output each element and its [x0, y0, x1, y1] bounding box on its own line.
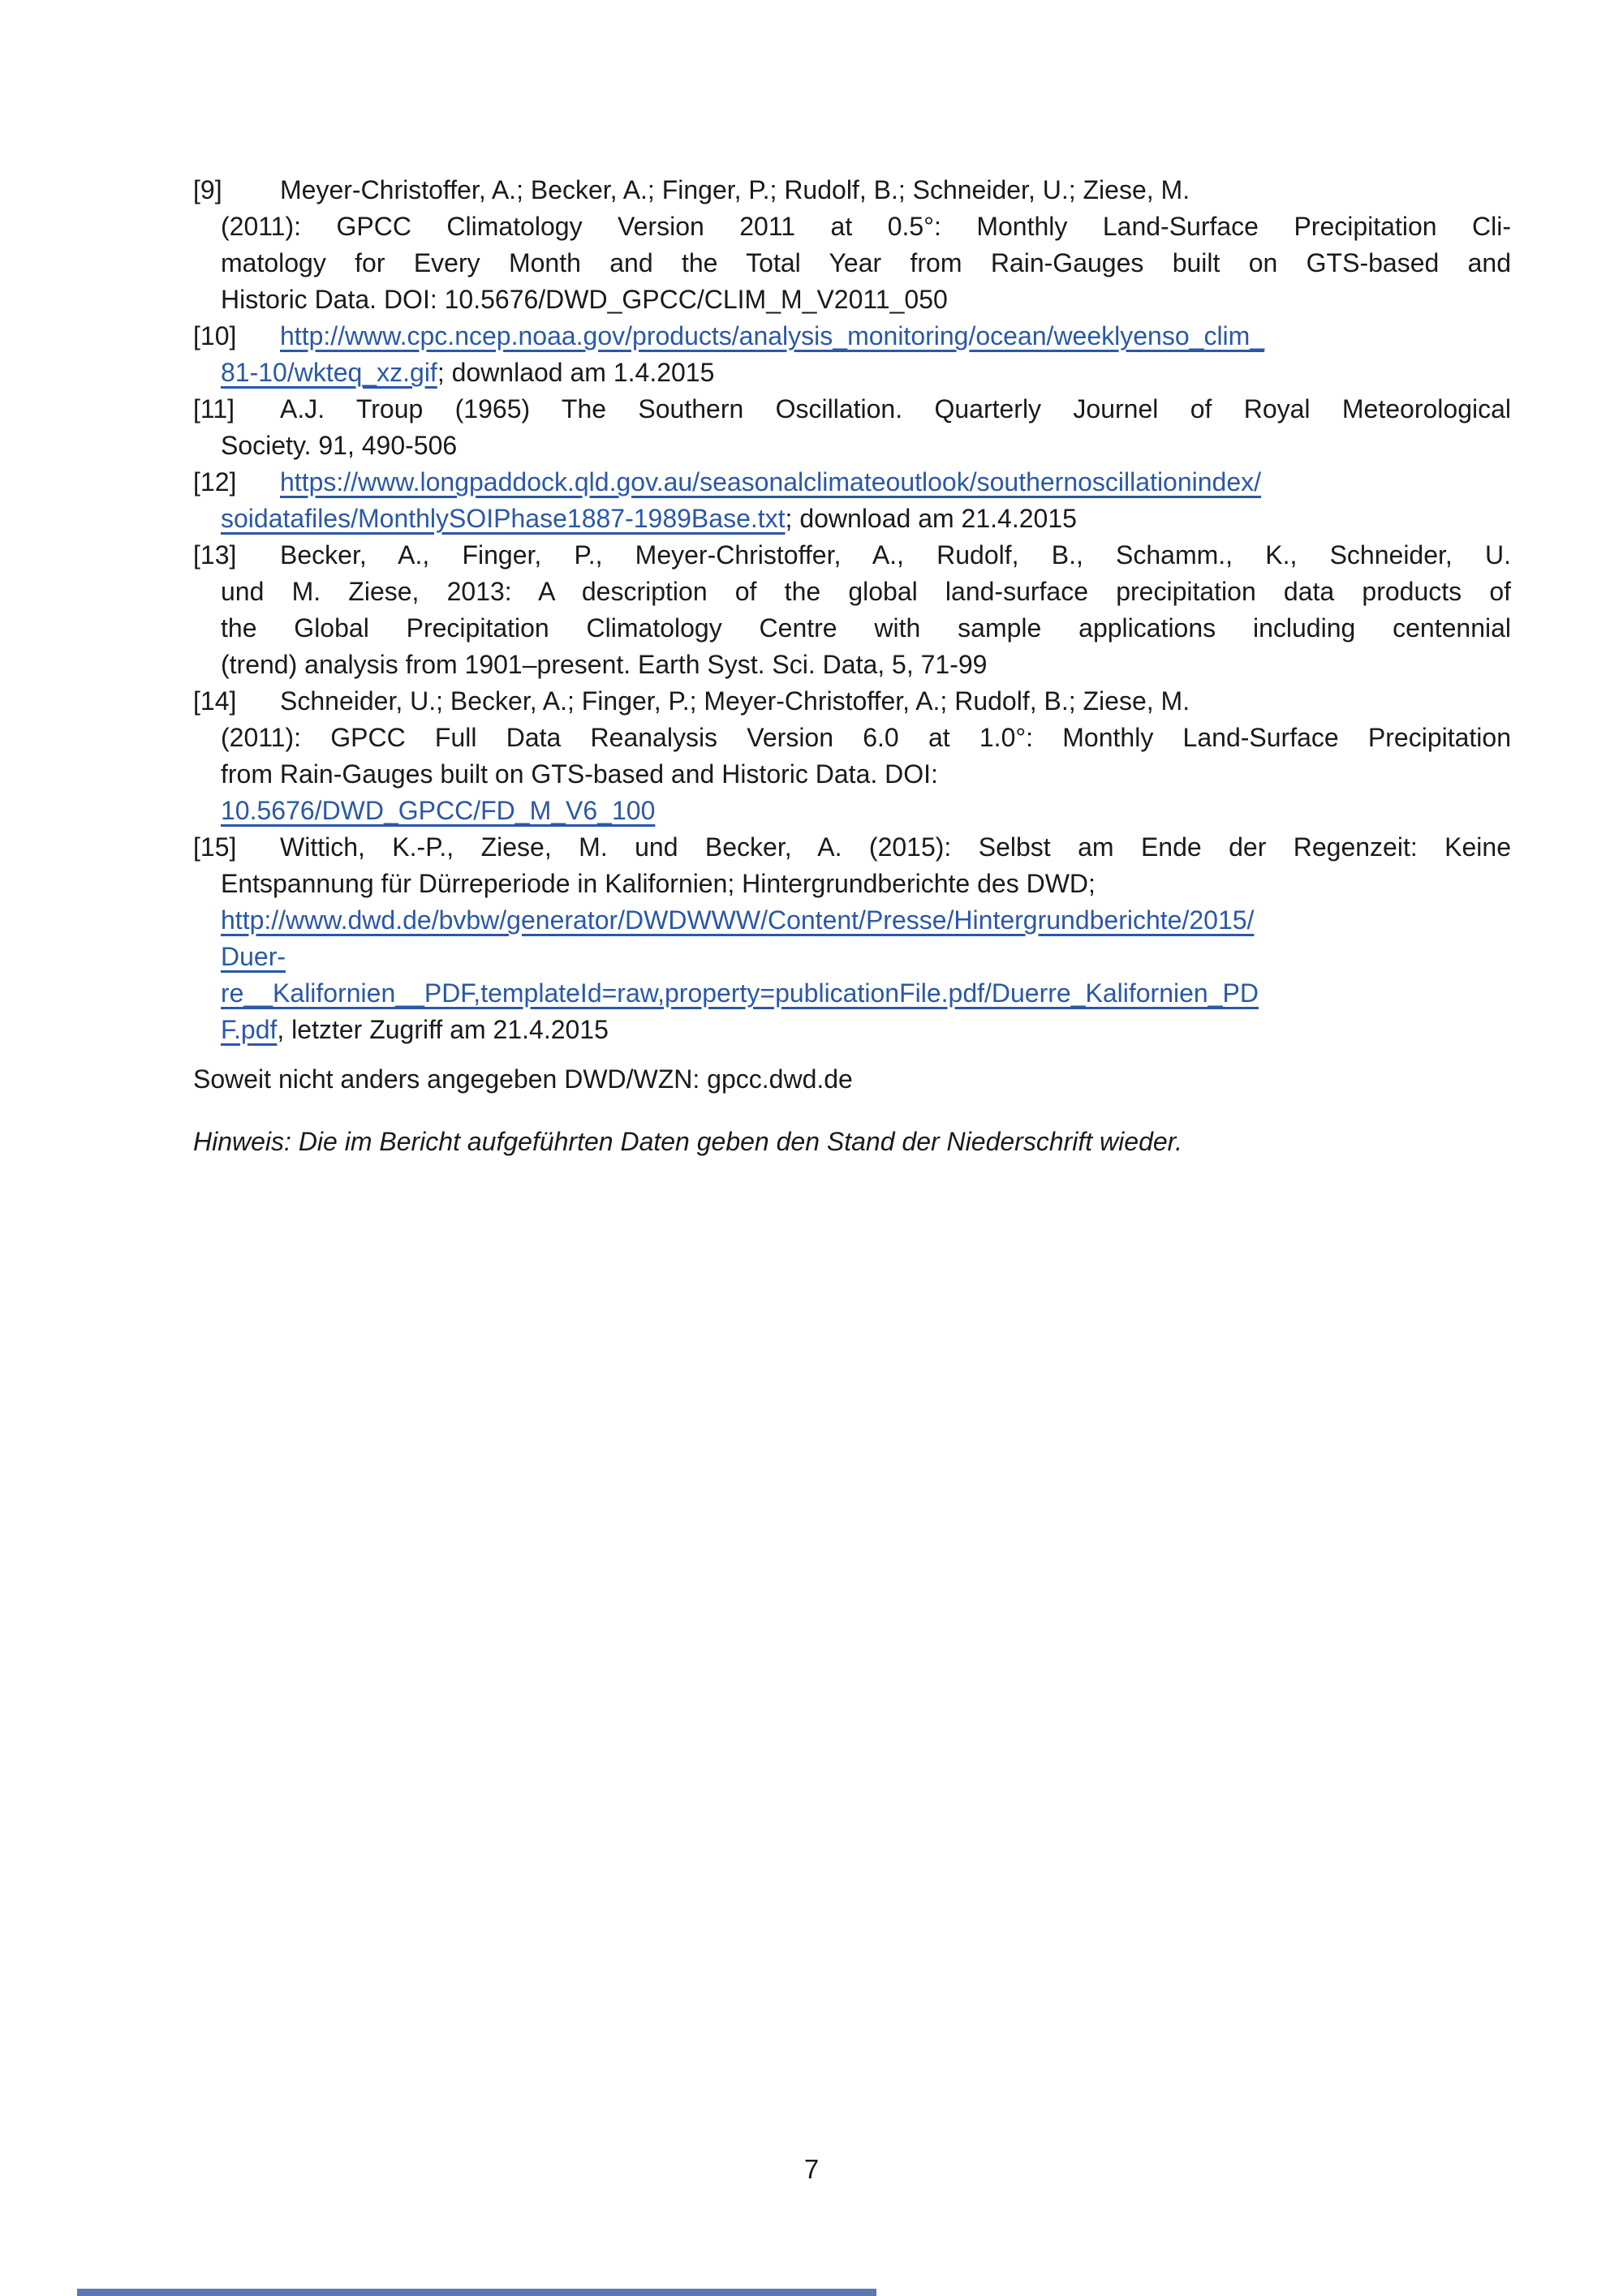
reference-line [193, 245, 1511, 282]
reference-text: und M. Ziese, 2013: A description of the global land-surface precipitation data products of [221, 577, 1511, 606]
reference-link[interactable]: Duer- [221, 942, 286, 971]
reference-line [193, 1012, 1511, 1048]
reference-line [193, 391, 1511, 428]
reference-line [193, 537, 1511, 574]
reference-link[interactable]: re__Kalifornien__PDF,templateId=raw,property=publicationFile.pdf/Duerre_Kalifornien_PD [221, 978, 1259, 1008]
reference-text: Schneider, U.; Becker, A.; Finger, P.; Meyer-Christoffer, A.; Rudolf, B.; Ziese, M. [280, 686, 1190, 716]
reference-text: Meyer-Christoffer, A.; Becker, A.; Finger, P.; Rudolf, B.; Schneider, U.; Ziese, M. [280, 175, 1190, 204]
reference-line [193, 720, 1511, 756]
reference-line [193, 866, 1511, 902]
reference-text: from Rain-Gauges built on GTS-based and Historic Data. DOI: [221, 759, 938, 789]
reference-line [193, 793, 1511, 829]
reference-text: Society. 91, 490-506 [221, 431, 458, 460]
reference-marker: [9] [193, 175, 222, 204]
reference-link[interactable]: https://www.longpaddock.qld.gov.au/seasonalclimateoutlook/southernoscillationindex/ [280, 467, 1262, 497]
reference-item [193, 172, 1511, 318]
reference-line [193, 318, 1511, 355]
reference-item [193, 537, 1511, 683]
reference-text: the Global Precipitation Climatology Centre with sample applications including centennial [221, 613, 1511, 643]
reference-line [193, 355, 1511, 391]
reference-marker: [10] [193, 321, 237, 350]
reference-text: , letzter Zugriff am 21.4.2015 [277, 1015, 609, 1044]
reference-item [193, 464, 1511, 537]
reference-marker: [13] [193, 540, 237, 570]
reference-line [193, 829, 1511, 866]
reference-link[interactable]: F.pdf [221, 1015, 278, 1044]
reference-link[interactable]: soidatafiles/MonthlySOIPhase1887-1989Base.txt [221, 504, 786, 533]
reference-line [193, 902, 1511, 939]
reference-link[interactable]: 81-10/wkteq_xz.gif [221, 358, 437, 387]
reference-text: (2011): GPCC Climatology Version 2011 at 0.5°: Monthly Land-Surface Precipitation Cli- [221, 212, 1511, 241]
reference-line [193, 464, 1511, 501]
source-note: Soweit nicht anders angegeben DWD/WZN: gpcc.dwd.de [193, 1064, 853, 1094]
reference-line [193, 975, 1511, 1012]
reference-text: A.J. Troup (1965) The Southern Oscillation. Quarterly Journel of Royal Meteorological [280, 394, 1511, 424]
reference-item [193, 683, 1511, 829]
reference-text: Becker, A., Finger, P., Meyer-Christoffer, A., Rudolf, B., Schamm., K., Schneider, U. [280, 540, 1511, 570]
reference-text: ; download am 21.4.2015 [785, 504, 1077, 533]
reference-line [193, 610, 1511, 647]
reference-text: Entspannung für Dürreperiode in Kalifornien; Hintergrundberichte des DWD; [221, 869, 1096, 898]
reference-link[interactable]: http://www.cpc.ncep.noaa.gov/products/analysis_monitoring/ocean/weeklyenso_clim_ [280, 321, 1265, 350]
reference-line [193, 501, 1511, 537]
reference-line [193, 939, 1511, 975]
reference-text: Historic Data. DOI: 10.5676/DWD_GPCC/CLIM_M_V2011_050 [221, 285, 948, 314]
reference-item [193, 318, 1511, 391]
reference-text: ; downlaod am 1.4.2015 [437, 358, 715, 387]
hint-note: Hinweis: Die im Bericht aufgeführten Daten geben den Stand der Niederschrift wieder. [193, 1127, 1183, 1156]
reference-marker: [15] [193, 832, 237, 862]
reference-line [193, 647, 1511, 683]
reference-item [193, 391, 1511, 464]
reference-text: Wittich, K.-P., Ziese, M. und Becker, A. (2015): Selbst am Ende der Regenzeit: Keine [280, 832, 1511, 862]
reference-line [193, 172, 1511, 209]
reference-marker: [11] [193, 394, 235, 424]
page-number: 7 [803, 2154, 820, 2184]
reference-text: (trend) analysis from 1901–present. Earth Syst. Sci. Data, 5, 71-99 [221, 650, 988, 679]
references-list [193, 172, 1511, 1048]
reference-line [193, 683, 1511, 720]
reference-line [193, 282, 1511, 318]
reference-text: (2011): GPCC Full Data Reanalysis Version 6.0 at 1.0°: Monthly Land-Surface Precipitation [221, 723, 1511, 752]
reference-line [193, 428, 1511, 464]
reference-line [193, 756, 1511, 793]
reference-item [193, 829, 1511, 1048]
reference-marker: [14] [193, 686, 237, 716]
reference-text: matology for Every Month and the Total Year from Rain-Gauges built on GTS-based and [221, 248, 1511, 277]
footer-bar [77, 2289, 876, 2296]
reference-link[interactable]: http://www.dwd.de/bvbw/generator/DWDWWW/Content/Presse/Hintergrundberichte/2015/ [221, 905, 1255, 935]
reference-link[interactable]: 10.5676/DWD_GPCC/FD_M_V6_100 [221, 796, 656, 825]
reference-line [193, 574, 1511, 610]
reference-line [193, 209, 1511, 245]
reference-marker: [12] [193, 467, 237, 497]
